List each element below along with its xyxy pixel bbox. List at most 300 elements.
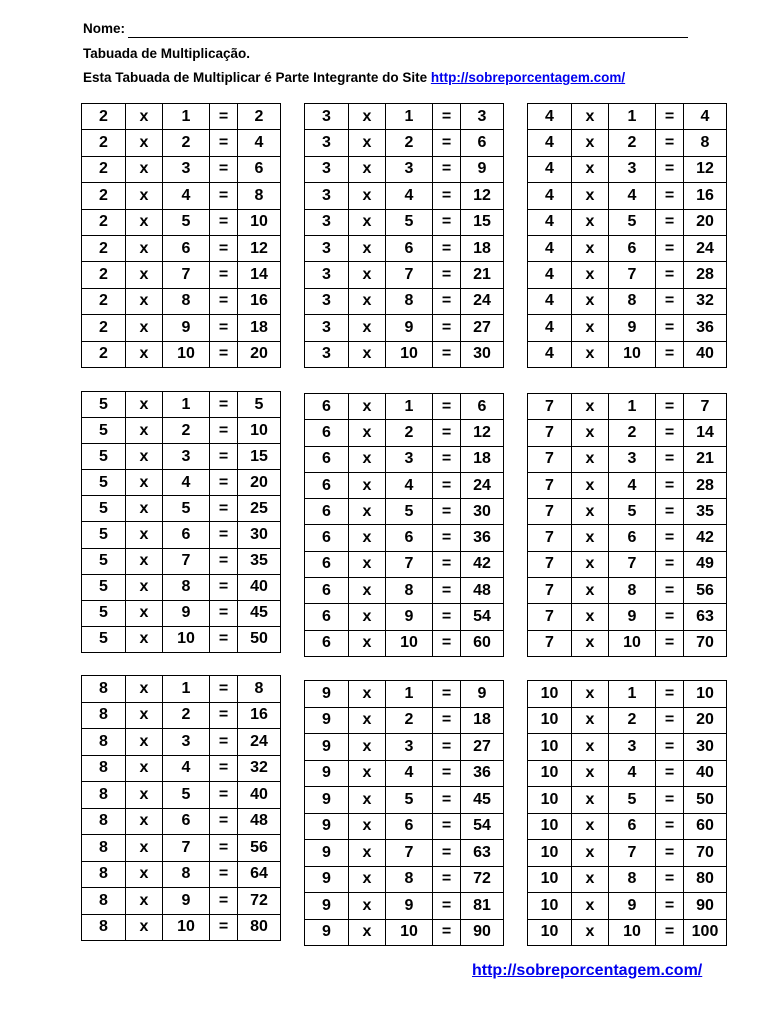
table-row bbox=[82, 235, 281, 261]
equals-sign-cell: = bbox=[433, 893, 461, 920]
multiplier-cell: 7 bbox=[386, 262, 433, 288]
equals-sign-cell: = bbox=[433, 919, 461, 946]
equals-sign-cell: = bbox=[433, 288, 461, 314]
times-sign-cell: x bbox=[572, 604, 609, 630]
times-sign-cell: x bbox=[572, 156, 609, 182]
times-sign-cell: x bbox=[126, 914, 163, 941]
multiplicand-cell: 2 bbox=[82, 262, 126, 288]
equals-sign-cell: = bbox=[210, 548, 238, 574]
table-row bbox=[305, 394, 504, 420]
multiplier-cell: 5 bbox=[163, 209, 210, 235]
product-cell: 8 bbox=[238, 183, 281, 209]
product-cell: 60 bbox=[461, 630, 504, 656]
times-sign-cell: x bbox=[572, 525, 609, 551]
equals-sign-cell: = bbox=[433, 472, 461, 498]
equals-sign-cell: = bbox=[656, 394, 684, 420]
product-cell: 3 bbox=[461, 104, 504, 130]
table-row bbox=[305, 551, 504, 577]
multiplicand-cell: 9 bbox=[305, 707, 349, 734]
equals-sign-cell: = bbox=[210, 676, 238, 703]
equals-sign-cell: = bbox=[656, 315, 684, 341]
multiplicand-cell: 9 bbox=[305, 893, 349, 920]
multiplicand-cell: 4 bbox=[528, 183, 572, 209]
multiplicand-cell: 3 bbox=[305, 104, 349, 130]
product-cell: 18 bbox=[461, 446, 504, 472]
times-sign-cell: x bbox=[126, 888, 163, 915]
times-sign-cell: x bbox=[349, 578, 386, 604]
table-row bbox=[305, 630, 504, 656]
multiplier-cell: 10 bbox=[609, 919, 656, 946]
product-cell: 14 bbox=[238, 262, 281, 288]
equals-sign-cell: = bbox=[656, 813, 684, 840]
product-cell: 40 bbox=[684, 341, 727, 367]
times-sign-cell: x bbox=[349, 813, 386, 840]
table-row bbox=[305, 813, 504, 840]
multiplier-cell: 10 bbox=[386, 630, 433, 656]
times-sign-cell: x bbox=[126, 755, 163, 782]
table-row bbox=[528, 707, 727, 734]
multiplier-cell: 5 bbox=[163, 496, 210, 522]
table-row bbox=[528, 604, 727, 630]
multiplier-cell: 10 bbox=[163, 914, 210, 941]
multiplicand-cell: 5 bbox=[82, 574, 126, 600]
equals-sign-cell: = bbox=[210, 209, 238, 235]
multiplier-cell: 4 bbox=[386, 183, 433, 209]
product-cell: 64 bbox=[238, 861, 281, 888]
times-table-10 bbox=[527, 680, 727, 946]
multiplier-cell: 5 bbox=[609, 787, 656, 814]
multiplicand-cell: 5 bbox=[82, 444, 126, 470]
equals-sign-cell: = bbox=[433, 525, 461, 551]
equals-sign-cell: = bbox=[210, 755, 238, 782]
multiplicand-cell: 7 bbox=[528, 525, 572, 551]
equals-sign-cell: = bbox=[656, 235, 684, 261]
table-row bbox=[82, 729, 281, 756]
product-cell: 50 bbox=[684, 787, 727, 814]
multiplier-cell: 1 bbox=[609, 394, 656, 420]
table-row bbox=[305, 734, 504, 761]
table-row bbox=[82, 676, 281, 703]
equals-sign-cell: = bbox=[656, 499, 684, 525]
equals-sign-cell: = bbox=[210, 808, 238, 835]
times-sign-cell: x bbox=[572, 209, 609, 235]
equals-sign-cell: = bbox=[210, 574, 238, 600]
multiplier-cell: 3 bbox=[386, 156, 433, 182]
equals-sign-cell: = bbox=[210, 235, 238, 261]
times-sign-cell: x bbox=[572, 315, 609, 341]
times-sign-cell: x bbox=[349, 919, 386, 946]
times-sign-cell: x bbox=[126, 262, 163, 288]
table-row bbox=[305, 104, 504, 130]
multiplicand-cell: 6 bbox=[305, 630, 349, 656]
equals-sign-cell: = bbox=[210, 835, 238, 862]
times-sign-cell: x bbox=[126, 392, 163, 418]
times-sign-cell: x bbox=[572, 919, 609, 946]
multiplicand-cell: 5 bbox=[82, 626, 126, 652]
multiplicand-cell: 4 bbox=[528, 341, 572, 367]
product-cell: 15 bbox=[461, 209, 504, 235]
times-sign-cell: x bbox=[349, 262, 386, 288]
table-row bbox=[82, 496, 281, 522]
table-row bbox=[305, 525, 504, 551]
product-cell: 15 bbox=[238, 444, 281, 470]
multiplier-cell: 10 bbox=[386, 919, 433, 946]
multiplier-cell: 5 bbox=[386, 499, 433, 525]
product-cell: 60 bbox=[684, 813, 727, 840]
product-cell: 27 bbox=[461, 315, 504, 341]
times-sign-cell: x bbox=[126, 235, 163, 261]
times-sign-cell: x bbox=[572, 787, 609, 814]
multiplier-cell: 2 bbox=[163, 418, 210, 444]
product-cell: 24 bbox=[461, 288, 504, 314]
multiplicand-cell: 3 bbox=[305, 183, 349, 209]
table-row bbox=[305, 420, 504, 446]
table-row bbox=[305, 499, 504, 525]
times-sign-cell: x bbox=[349, 446, 386, 472]
multiplier-cell: 7 bbox=[386, 840, 433, 867]
equals-sign-cell: = bbox=[656, 420, 684, 446]
multiplicand-cell: 3 bbox=[305, 288, 349, 314]
table-row bbox=[82, 392, 281, 418]
table-row bbox=[82, 262, 281, 288]
multiplier-cell: 8 bbox=[386, 578, 433, 604]
times-sign-cell: x bbox=[572, 707, 609, 734]
multiplier-cell: 9 bbox=[609, 604, 656, 630]
multiplier-cell: 3 bbox=[609, 446, 656, 472]
multiplicand-cell: 7 bbox=[528, 499, 572, 525]
multiplicand-cell: 9 bbox=[305, 681, 349, 708]
multiplier-cell: 1 bbox=[609, 104, 656, 130]
multiplicand-cell: 7 bbox=[528, 420, 572, 446]
footer-site-link[interactable]: http://sobreporcentagem.com/ bbox=[472, 962, 703, 979]
table-row bbox=[305, 288, 504, 314]
product-cell: 70 bbox=[684, 630, 727, 656]
product-cell: 20 bbox=[238, 470, 281, 496]
multiplicand-cell: 6 bbox=[305, 604, 349, 630]
product-cell: 72 bbox=[461, 866, 504, 893]
equals-sign-cell: = bbox=[433, 787, 461, 814]
multiplier-cell: 9 bbox=[386, 315, 433, 341]
times-table-5 bbox=[81, 391, 281, 653]
multiplicand-cell: 6 bbox=[305, 578, 349, 604]
equals-sign-cell: = bbox=[210, 392, 238, 418]
times-sign-cell: x bbox=[126, 209, 163, 235]
table-row bbox=[528, 341, 727, 367]
times-sign-cell: x bbox=[572, 734, 609, 761]
equals-sign-cell: = bbox=[210, 341, 238, 367]
table-row bbox=[82, 315, 281, 341]
product-cell: 45 bbox=[238, 600, 281, 626]
product-cell: 16 bbox=[238, 288, 281, 314]
product-cell: 45 bbox=[461, 787, 504, 814]
equals-sign-cell: = bbox=[433, 604, 461, 630]
times-sign-cell: x bbox=[572, 446, 609, 472]
table-row bbox=[528, 394, 727, 420]
table-row bbox=[528, 315, 727, 341]
multiplicand-cell: 7 bbox=[528, 394, 572, 420]
table-row bbox=[82, 574, 281, 600]
equals-sign-cell: = bbox=[210, 262, 238, 288]
equals-sign-cell: = bbox=[656, 734, 684, 761]
multiplier-cell: 8 bbox=[609, 288, 656, 314]
product-cell: 90 bbox=[461, 919, 504, 946]
multiplier-cell: 1 bbox=[386, 681, 433, 708]
times-table-9 bbox=[304, 680, 504, 946]
table-row bbox=[82, 288, 281, 314]
multiplicand-cell: 3 bbox=[305, 156, 349, 182]
multiplier-cell: 8 bbox=[163, 861, 210, 888]
product-cell: 10 bbox=[238, 418, 281, 444]
multiplicand-cell: 4 bbox=[528, 235, 572, 261]
product-cell: 24 bbox=[684, 235, 727, 261]
equals-sign-cell: = bbox=[656, 760, 684, 787]
multiplicand-cell: 10 bbox=[528, 760, 572, 787]
times-sign-cell: x bbox=[126, 315, 163, 341]
multiplicand-cell: 4 bbox=[528, 130, 572, 156]
equals-sign-cell: = bbox=[433, 394, 461, 420]
times-sign-cell: x bbox=[572, 394, 609, 420]
times-sign-cell: x bbox=[349, 760, 386, 787]
table-row bbox=[82, 626, 281, 652]
times-sign-cell: x bbox=[349, 472, 386, 498]
multiplier-cell: 5 bbox=[609, 209, 656, 235]
times-sign-cell: x bbox=[349, 604, 386, 630]
multiplicand-cell: 10 bbox=[528, 707, 572, 734]
times-sign-cell: x bbox=[349, 681, 386, 708]
times-sign-cell: x bbox=[572, 866, 609, 893]
multiplicand-cell: 10 bbox=[528, 919, 572, 946]
table-row bbox=[305, 893, 504, 920]
table-row bbox=[305, 209, 504, 235]
product-cell: 12 bbox=[238, 235, 281, 261]
equals-sign-cell: = bbox=[210, 914, 238, 941]
equals-sign-cell: = bbox=[656, 183, 684, 209]
times-sign-cell: x bbox=[349, 551, 386, 577]
times-sign-cell: x bbox=[349, 893, 386, 920]
equals-sign-cell: = bbox=[433, 734, 461, 761]
equals-sign-cell: = bbox=[656, 578, 684, 604]
times-table-3 bbox=[304, 103, 504, 368]
times-sign-cell: x bbox=[572, 130, 609, 156]
product-cell: 40 bbox=[238, 574, 281, 600]
table-row bbox=[82, 183, 281, 209]
product-cell: 12 bbox=[684, 156, 727, 182]
multiplier-cell: 6 bbox=[386, 525, 433, 551]
multiplier-cell: 8 bbox=[386, 866, 433, 893]
times-sign-cell: x bbox=[349, 525, 386, 551]
multiplicand-cell: 8 bbox=[82, 729, 126, 756]
table-row bbox=[305, 866, 504, 893]
multiplicand-cell: 3 bbox=[305, 209, 349, 235]
multiplier-cell: 2 bbox=[609, 707, 656, 734]
product-cell: 32 bbox=[238, 755, 281, 782]
product-cell: 42 bbox=[684, 525, 727, 551]
table-row bbox=[82, 888, 281, 915]
equals-sign-cell: = bbox=[433, 156, 461, 182]
multiplier-cell: 7 bbox=[163, 835, 210, 862]
multiplicand-cell: 7 bbox=[528, 604, 572, 630]
equals-sign-cell: = bbox=[210, 782, 238, 809]
times-sign-cell: x bbox=[349, 209, 386, 235]
table-row bbox=[82, 755, 281, 782]
product-cell: 6 bbox=[461, 394, 504, 420]
multiplier-cell: 5 bbox=[386, 787, 433, 814]
product-cell: 36 bbox=[461, 760, 504, 787]
table-row bbox=[305, 919, 504, 946]
times-sign-cell: x bbox=[126, 548, 163, 574]
multiplier-cell: 7 bbox=[609, 551, 656, 577]
table-row bbox=[528, 630, 727, 656]
table-row bbox=[305, 130, 504, 156]
multiplicand-cell: 2 bbox=[82, 130, 126, 156]
times-sign-cell: x bbox=[572, 341, 609, 367]
table-row bbox=[528, 813, 727, 840]
product-cell: 70 bbox=[684, 840, 727, 867]
table-row bbox=[528, 499, 727, 525]
equals-sign-cell: = bbox=[433, 420, 461, 446]
table-row bbox=[305, 604, 504, 630]
table-row bbox=[305, 446, 504, 472]
multiplicand-cell: 9 bbox=[305, 734, 349, 761]
table-row bbox=[528, 787, 727, 814]
multiplicand-cell: 7 bbox=[528, 446, 572, 472]
table-row bbox=[82, 130, 281, 156]
multiplier-cell: 9 bbox=[163, 315, 210, 341]
multiplicand-cell: 4 bbox=[528, 209, 572, 235]
times-sign-cell: x bbox=[126, 782, 163, 809]
product-cell: 24 bbox=[461, 472, 504, 498]
equals-sign-cell: = bbox=[433, 840, 461, 867]
multiplicand-cell: 10 bbox=[528, 866, 572, 893]
multiplier-cell: 10 bbox=[609, 630, 656, 656]
table-row bbox=[528, 893, 727, 920]
product-cell: 50 bbox=[238, 626, 281, 652]
equals-sign-cell: = bbox=[656, 787, 684, 814]
equals-sign-cell: = bbox=[433, 551, 461, 577]
product-cell: 30 bbox=[461, 499, 504, 525]
multiplier-cell: 5 bbox=[386, 209, 433, 235]
multiplicand-cell: 4 bbox=[528, 104, 572, 130]
times-sign-cell: x bbox=[572, 235, 609, 261]
product-cell: 12 bbox=[461, 420, 504, 446]
product-cell: 24 bbox=[238, 729, 281, 756]
product-cell: 90 bbox=[684, 893, 727, 920]
table-row bbox=[528, 866, 727, 893]
equals-sign-cell: = bbox=[433, 315, 461, 341]
equals-sign-cell: = bbox=[656, 209, 684, 235]
table-row bbox=[528, 681, 727, 708]
table-row bbox=[305, 707, 504, 734]
multiplicand-cell: 9 bbox=[305, 866, 349, 893]
product-cell: 20 bbox=[238, 341, 281, 367]
equals-sign-cell: = bbox=[656, 604, 684, 630]
multiplier-cell: 10 bbox=[386, 341, 433, 367]
times-sign-cell: x bbox=[126, 341, 163, 367]
table-row bbox=[305, 341, 504, 367]
times-sign-cell: x bbox=[349, 866, 386, 893]
times-table-2 bbox=[81, 103, 281, 368]
times-sign-cell: x bbox=[126, 600, 163, 626]
equals-sign-cell: = bbox=[656, 288, 684, 314]
equals-sign-cell: = bbox=[656, 919, 684, 946]
equals-sign-cell: = bbox=[433, 760, 461, 787]
product-cell: 30 bbox=[461, 341, 504, 367]
product-cell: 8 bbox=[684, 130, 727, 156]
multiplicand-cell: 6 bbox=[305, 525, 349, 551]
multiplier-cell: 3 bbox=[163, 444, 210, 470]
multiplicand-cell: 8 bbox=[82, 702, 126, 729]
multiplier-cell: 5 bbox=[609, 499, 656, 525]
multiplier-cell: 5 bbox=[163, 782, 210, 809]
intro-site-link[interactable]: http://sobreporcentagem.com/ bbox=[430, 70, 626, 85]
equals-sign-cell: = bbox=[656, 104, 684, 130]
equals-sign-cell: = bbox=[656, 707, 684, 734]
times-sign-cell: x bbox=[349, 183, 386, 209]
equals-sign-cell: = bbox=[656, 551, 684, 577]
multiplicand-cell: 5 bbox=[82, 600, 126, 626]
multiplier-cell: 9 bbox=[609, 315, 656, 341]
times-table-6 bbox=[304, 393, 504, 657]
multiplier-cell: 7 bbox=[609, 262, 656, 288]
equals-sign-cell: = bbox=[210, 470, 238, 496]
table-row bbox=[82, 914, 281, 941]
product-cell: 28 bbox=[684, 262, 727, 288]
multiplier-cell: 4 bbox=[609, 183, 656, 209]
multiplicand-cell: 9 bbox=[305, 840, 349, 867]
multiplier-cell: 6 bbox=[609, 813, 656, 840]
multiplicand-cell: 6 bbox=[305, 499, 349, 525]
product-cell: 54 bbox=[461, 813, 504, 840]
multiplier-cell: 9 bbox=[163, 888, 210, 915]
name-field-line[interactable] bbox=[128, 37, 688, 38]
times-sign-cell: x bbox=[349, 156, 386, 182]
table-row bbox=[82, 341, 281, 367]
multiplicand-cell: 8 bbox=[82, 676, 126, 703]
product-cell: 36 bbox=[461, 525, 504, 551]
equals-sign-cell: = bbox=[210, 496, 238, 522]
multiplier-cell: 3 bbox=[163, 729, 210, 756]
table-row bbox=[528, 420, 727, 446]
multiplier-cell: 1 bbox=[609, 681, 656, 708]
table-row bbox=[82, 418, 281, 444]
equals-sign-cell: = bbox=[210, 626, 238, 652]
product-cell: 32 bbox=[684, 288, 727, 314]
table-row bbox=[305, 183, 504, 209]
product-cell: 48 bbox=[461, 578, 504, 604]
multiplier-cell: 1 bbox=[386, 104, 433, 130]
product-cell: 9 bbox=[461, 681, 504, 708]
table-row bbox=[82, 861, 281, 888]
equals-sign-cell: = bbox=[210, 522, 238, 548]
times-sign-cell: x bbox=[126, 835, 163, 862]
table-row bbox=[305, 235, 504, 261]
document-title: Tabuada de Multiplicação. bbox=[83, 46, 251, 61]
product-cell: 7 bbox=[684, 394, 727, 420]
equals-sign-cell: = bbox=[433, 209, 461, 235]
times-sign-cell: x bbox=[572, 630, 609, 656]
multiplicand-cell: 9 bbox=[305, 760, 349, 787]
table-row bbox=[305, 840, 504, 867]
table-row bbox=[528, 446, 727, 472]
table-row bbox=[82, 444, 281, 470]
equals-sign-cell: = bbox=[433, 866, 461, 893]
times-table-4 bbox=[527, 103, 727, 368]
table-row bbox=[528, 235, 727, 261]
product-cell: 72 bbox=[238, 888, 281, 915]
product-cell: 48 bbox=[238, 808, 281, 835]
table-row bbox=[528, 578, 727, 604]
equals-sign-cell: = bbox=[656, 866, 684, 893]
